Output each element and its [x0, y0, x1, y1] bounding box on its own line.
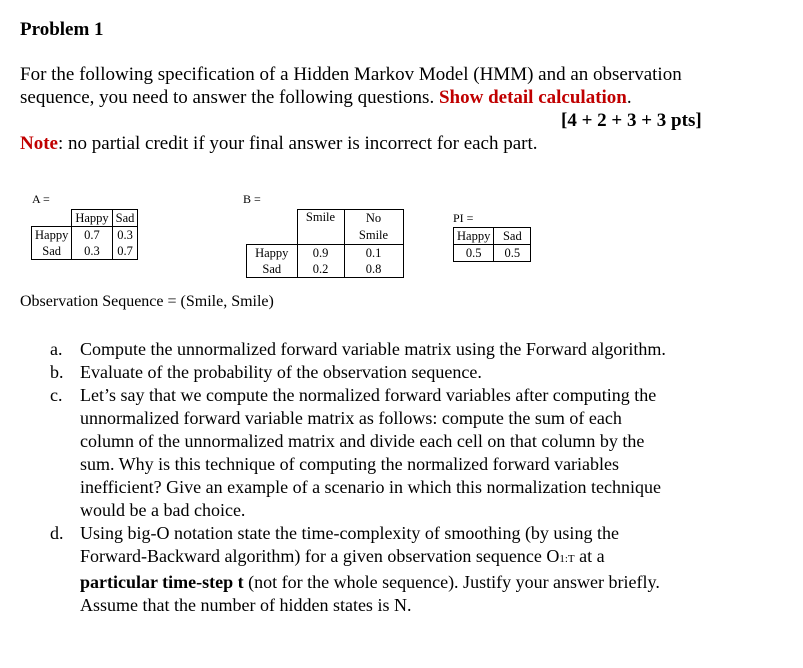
matrix-a-row-header: Sad — [32, 243, 72, 260]
question-letter: d. — [50, 523, 64, 543]
question-line — [80, 545, 790, 571]
question-line: column of the unnormalized matrix and divide each cell on that column by the — [80, 431, 645, 451]
points-breakdown: [4 + 2 + 3 + 3 pts] — [561, 110, 702, 131]
question-line: inefficient? Give an example of a scenario in which this normalization technique — [80, 477, 661, 497]
pi-cell: 0.5 — [494, 245, 531, 262]
pi-label: PI = — [453, 211, 474, 225]
note-label: Note — [20, 133, 58, 154]
question-text: Compute the unnormalized forward variable matrix using the Forward algorithm. — [80, 339, 666, 359]
matrix-b-cell: 0.9 — [297, 245, 344, 262]
question-line: Assume that the number of hidden states is N. — [80, 595, 412, 615]
question-d — [20, 522, 790, 617]
intro-period: . — [626, 87, 632, 108]
pi-table — [453, 227, 531, 262]
matrix-a-corner — [32, 210, 72, 227]
matrix-a-row-header: Happy — [32, 227, 72, 244]
matrix-b-col-header-line: No — [365, 211, 382, 225]
matrix-b-row-header: Sad — [247, 261, 298, 278]
matrix-b-corner — [247, 210, 298, 245]
matrix-b-cell: 0.2 — [297, 261, 344, 278]
matrix-a-col-header: Sad — [112, 210, 138, 227]
problem-title: Problem 1 — [20, 19, 104, 40]
question-line: Using big-O notation state the time-complexity of smoothing (by using the — [80, 523, 619, 543]
pi-cell: 0.5 — [454, 245, 494, 262]
question-text: at a — [574, 546, 605, 566]
note-text: : no partial credit if your final answer is incorrect for each part. — [57, 133, 538, 154]
matrix-a-cell: 0.7 — [112, 243, 138, 260]
matrix-a-label: A = — [32, 192, 50, 206]
time-step-emphasis: particular time-step t — [80, 572, 244, 592]
observation-sequence: Observation Sequence = (Smile, Smile) — [20, 293, 274, 310]
question-c — [20, 384, 790, 522]
question-b — [20, 361, 790, 384]
question-letter: b. — [50, 362, 64, 382]
observation-subscript: 1:T — [559, 553, 575, 565]
question-text: (not for the whole sequence). Justify your answer briefly. — [243, 572, 660, 592]
matrix-b-row-header: Happy — [247, 245, 298, 262]
detail-calc-emphasis: Show detail calculation — [438, 87, 627, 108]
matrix-b-col-header: Smile — [297, 210, 344, 245]
question-letter: a. — [50, 339, 63, 359]
question-letter: c. — [50, 385, 63, 405]
matrix-b-cell: 0.1 — [344, 245, 403, 262]
intro-text: sequence, you need to answer the following questions. — [20, 87, 439, 108]
matrix-b-col-header-line: Smile — [358, 228, 389, 242]
question-a — [20, 338, 790, 361]
matrix-b-col-header — [344, 210, 403, 245]
matrix-b-cell: 0.8 — [344, 261, 403, 278]
matrix-b-label: B = — [243, 192, 261, 206]
matrix-a-cell: 0.7 — [72, 227, 112, 244]
intro-line-2 — [20, 86, 780, 109]
matrix-a-table — [31, 209, 138, 260]
matrix-a-cell: 0.3 — [72, 243, 112, 260]
pi-header: Happy — [454, 228, 494, 245]
intro-paragraph — [20, 63, 780, 109]
question-text: Forward-Backward algorithm) for a given observation sequence O — [80, 546, 560, 566]
question-line: unnormalized forward variable matrix as follows: compute the sum of each — [80, 408, 622, 428]
note-line — [20, 133, 538, 155]
intro-line-1: For the following specification of a Hidden Markov Model (HMM) and an observation — [20, 64, 682, 85]
question-list — [20, 338, 790, 617]
matrix-a-col-header: Happy — [72, 210, 112, 227]
question-line: would be a bad choice. — [80, 500, 246, 520]
matrix-b-table — [246, 209, 404, 278]
pi-header: Sad — [494, 228, 531, 245]
question-line — [80, 571, 790, 594]
question-line: Let’s say that we compute the normalized forward variables after computing the — [80, 385, 657, 405]
matrix-a-cell: 0.3 — [112, 227, 138, 244]
question-text: Evaluate of the probability of the observation sequence. — [80, 362, 482, 382]
question-line: sum. Why is this technique of computing the normalized forward variables — [80, 454, 620, 474]
